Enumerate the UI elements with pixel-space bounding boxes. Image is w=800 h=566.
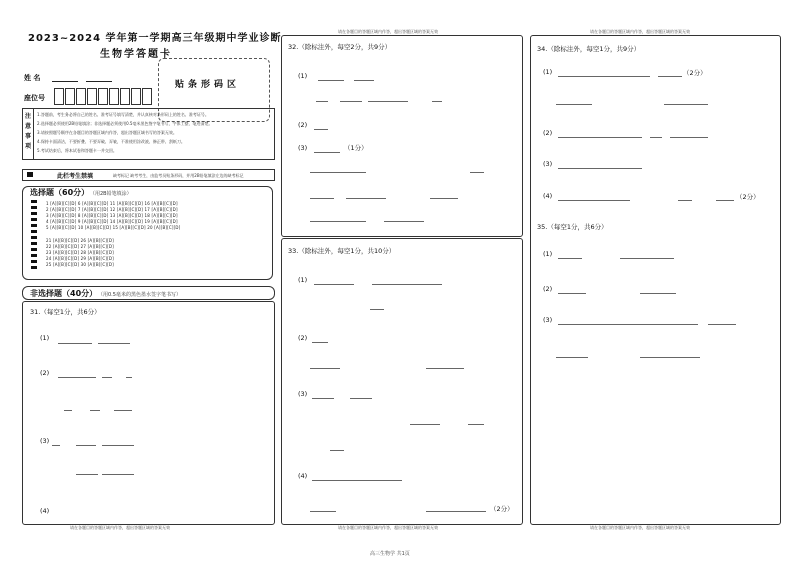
answer-blank[interactable]	[640, 293, 676, 294]
answer-blank[interactable]	[664, 104, 708, 105]
mc-row[interactable]: 2 [A][B][C][D] 7 [A][B][C][D] 12 [A][B][C][D] 17 [A][B][C][D]	[46, 207, 178, 212]
name-line-1[interactable]	[52, 81, 78, 82]
answer-blank[interactable]	[670, 137, 708, 138]
mc-row[interactable]: 22 [A][B][C][D] 27 [A][B][C][D]	[46, 244, 114, 249]
q31-item-4: (4)	[40, 507, 50, 515]
answer-blank[interactable]	[556, 104, 592, 105]
answer-blank[interactable]	[114, 410, 132, 411]
answer-blank[interactable]	[708, 324, 736, 325]
answer-blank[interactable]	[372, 284, 442, 285]
answer-blank[interactable]	[470, 172, 484, 173]
q32-answer-area[interactable]	[281, 35, 523, 237]
answer-blank[interactable]	[76, 474, 98, 475]
q33-note-4: （2分）	[490, 505, 514, 513]
answer-blank[interactable]	[58, 377, 96, 378]
answer-blank[interactable]	[410, 424, 440, 425]
answer-blank[interactable]	[354, 80, 374, 81]
answer-blank[interactable]	[126, 377, 132, 378]
mc-row[interactable]: 3 [A][B][C][D] 8 [A][B][C][D] 13 [A][B][C][D] 18 [A][B][C][D]	[46, 213, 178, 218]
q32-note-3: （1分）	[344, 144, 368, 152]
answer-blank[interactable]	[52, 445, 60, 446]
answer-blank[interactable]	[98, 343, 130, 344]
answer-blank[interactable]	[310, 368, 340, 369]
answer-blank[interactable]	[314, 152, 340, 153]
answer-sheet-title: 生物学答题卡	[100, 49, 172, 60]
note-line: 3.请按照题号顺序在各题目的答题区域内作答，超出答题区域书写的答案无效。	[37, 130, 177, 135]
name-line-2[interactable]	[86, 81, 112, 82]
non-choice-title: 非选择题（40分）	[30, 289, 98, 298]
mc-row[interactable]: 4 [A][B][C][D] 9 [A][B][C][D] 14 [A][B][C][D] 19 [A][B][C][D]	[46, 219, 178, 224]
mc-row[interactable]: 23 [A][B][C][D] 28 [A][B][C][D]	[46, 250, 114, 255]
q32-item-1: (1)	[298, 72, 308, 80]
q31-item-1: (1)	[40, 334, 50, 342]
column-3-bottom-warning: 请在各题目的答题区域内作答，超出答题区域的答案无效	[590, 525, 690, 530]
answer-blank[interactable]	[314, 284, 354, 285]
absent-bar	[22, 169, 275, 181]
answer-blank[interactable]	[312, 342, 328, 343]
q31-heading: 31.（每空1分，共6分）	[30, 308, 101, 316]
answer-blank[interactable]	[556, 357, 588, 358]
q33-heading: 33.（除标注外，每空1分，共10分）	[288, 247, 396, 255]
answer-blank[interactable]	[350, 398, 372, 399]
answer-blank[interactable]	[558, 168, 642, 169]
q34-item-2: (2)	[543, 129, 553, 137]
answer-blank[interactable]	[102, 474, 134, 475]
q31-item-2: (2)	[40, 369, 50, 377]
seat-label: 座位号	[24, 94, 45, 102]
q35-item-1: (1)	[543, 250, 553, 258]
answer-blank[interactable]	[310, 221, 366, 222]
multiple-choice-hint: （用2B铅笔填涂）	[90, 191, 132, 197]
answer-blank[interactable]	[370, 309, 384, 310]
q34-item-4: (4)	[543, 192, 553, 200]
note-line: 4.保持卡面清洁，不要折叠、不要弄破、弄皱，不准使用涂改液、修正带、刮纸刀。	[37, 139, 185, 144]
q33-item-2: (2)	[298, 334, 308, 342]
answer-blank[interactable]	[650, 137, 662, 138]
answer-blank[interactable]	[558, 293, 586, 294]
answer-blank[interactable]	[432, 101, 442, 102]
answer-blank[interactable]	[558, 258, 582, 259]
answer-blank[interactable]	[620, 258, 674, 259]
answer-blank[interactable]	[58, 343, 92, 344]
absent-note: 缺考标记 缺考考生，由监考员贴条形码，并用2B铅笔填涂左边的缺考标记	[113, 173, 244, 178]
timing-marks	[31, 200, 39, 272]
exam-title: 2023~2024 学年第一学期高三年级期中学业诊断	[28, 33, 282, 44]
answer-blank[interactable]	[384, 221, 424, 222]
barcode-label: 贴条形码区	[175, 80, 241, 90]
answer-blank[interactable]	[316, 101, 328, 102]
q34-q35-answer-area[interactable]	[530, 35, 781, 525]
mc-row[interactable]: 21 [A][B][C][D] 26 [A][B][C][D]	[46, 238, 114, 243]
answer-blank[interactable]	[558, 76, 650, 77]
non-choice-hint: （用0.5毫米的黑色墨水签字笔书写）	[98, 292, 181, 298]
q33-item-4: (4)	[298, 472, 308, 480]
mc-row[interactable]: 5 [A][B][C][D] 10 [A][B][C][D] 15 [A][B][C][D] 20 [A][B][C][D]	[46, 225, 181, 230]
column-3-top-warning: 请在各题目的答题区域内作答，超出答题区域的答案无效	[590, 29, 690, 34]
column-2-bottom-warning: 请在各题目的答题区域内作答，超出答题区域的答案无效	[338, 525, 438, 530]
q31-item-3: (3)	[40, 437, 50, 445]
answer-blank[interactable]	[426, 511, 486, 512]
answer-blank[interactable]	[64, 410, 72, 411]
answer-blank[interactable]	[558, 200, 630, 201]
column-2-top-warning: 请在各题目的答题区域内作答，超出答题区域的答案无效	[338, 29, 438, 34]
note-line: 5.考试结束后，将本试卷和答题卡一并交回。	[37, 148, 117, 153]
note-line: 2.选择题必须使用2B铅笔填涂；非选择题必须使用0.5毫米黑色签字笔书写，字体工整，笔迹清楚。	[37, 121, 213, 126]
notes-box	[22, 108, 275, 160]
mc-row[interactable]: 25 [A][B][C][D] 30 [A][B][C][D]	[46, 262, 114, 267]
answer-blank[interactable]	[368, 101, 408, 102]
absent-label: 此栏考生禁填	[57, 173, 94, 180]
multiple-choice-title: 选择题（60分）	[30, 188, 90, 197]
q32-heading: 32.（除标注外，每空2分，共9分）	[288, 43, 392, 51]
q33-item-3: (3)	[298, 390, 308, 398]
answer-blank[interactable]	[468, 424, 484, 425]
answer-blank[interactable]	[102, 445, 134, 446]
answer-blank[interactable]	[558, 137, 642, 138]
name-label: 姓 名	[24, 74, 41, 82]
mc-row[interactable]: 24 [A][B][C][D] 29 [A][B][C][D]	[46, 256, 114, 261]
q35-item-2: (2)	[543, 285, 553, 293]
answer-blank[interactable]	[312, 480, 402, 481]
answer-blank[interactable]	[340, 101, 362, 102]
q32-item-2: (2)	[298, 121, 308, 129]
answer-blank[interactable]	[640, 357, 700, 358]
q33-item-1: (1)	[298, 276, 308, 284]
q34-note-1: （2分）	[683, 69, 707, 77]
answer-blank[interactable]	[90, 410, 100, 411]
answer-blank[interactable]	[312, 398, 334, 399]
answer-blank[interactable]	[310, 198, 334, 199]
answer-blank[interactable]	[678, 200, 692, 201]
mc-row[interactable]: 1 [A][B][C][D] 6 [A][B][C][D] 11 [A][B][C][D] 16 [A][B][C][D]	[46, 201, 178, 206]
answer-blank[interactable]	[314, 129, 328, 130]
answer-blank[interactable]	[310, 172, 366, 173]
answer-blank[interactable]	[346, 198, 386, 199]
absent-marker-icon	[27, 172, 33, 177]
answer-blank[interactable]	[76, 445, 96, 446]
column-1-warning: 请在各题目的答题区域内作答，超出答题区域的答案无效	[70, 525, 170, 530]
q34-item-1: (1)	[543, 68, 553, 76]
answer-blank[interactable]	[426, 368, 464, 369]
notes-label: 注意事项	[23, 109, 34, 159]
q35-heading: 35.（每空1分，共6分）	[537, 223, 608, 231]
page-footer: 高三生物学 共1页	[370, 551, 410, 557]
answer-blank[interactable]	[102, 377, 112, 378]
q34-item-3: (3)	[543, 160, 553, 168]
answer-blank[interactable]	[318, 80, 344, 81]
answer-blank[interactable]	[558, 324, 698, 325]
answer-blank[interactable]	[716, 200, 734, 201]
note-line: 1.答题前，考生务必将自己的姓名、准考证号填写清楚，并认真核对条形码上的姓名、准考证号。	[37, 112, 209, 117]
answer-blank[interactable]	[310, 511, 336, 512]
q34-heading: 34.（除标注外，每空1分，共9分）	[537, 45, 641, 53]
answer-blank[interactable]	[430, 198, 458, 199]
answer-blank[interactable]	[330, 450, 344, 451]
q32-item-3: (3)	[298, 144, 308, 152]
q31-answer-area[interactable]	[22, 301, 275, 525]
q35-item-3: (3)	[543, 316, 553, 324]
answer-blank[interactable]	[658, 76, 682, 77]
q33-answer-area[interactable]	[281, 238, 523, 525]
q34-note-4: （2分）	[736, 193, 760, 201]
